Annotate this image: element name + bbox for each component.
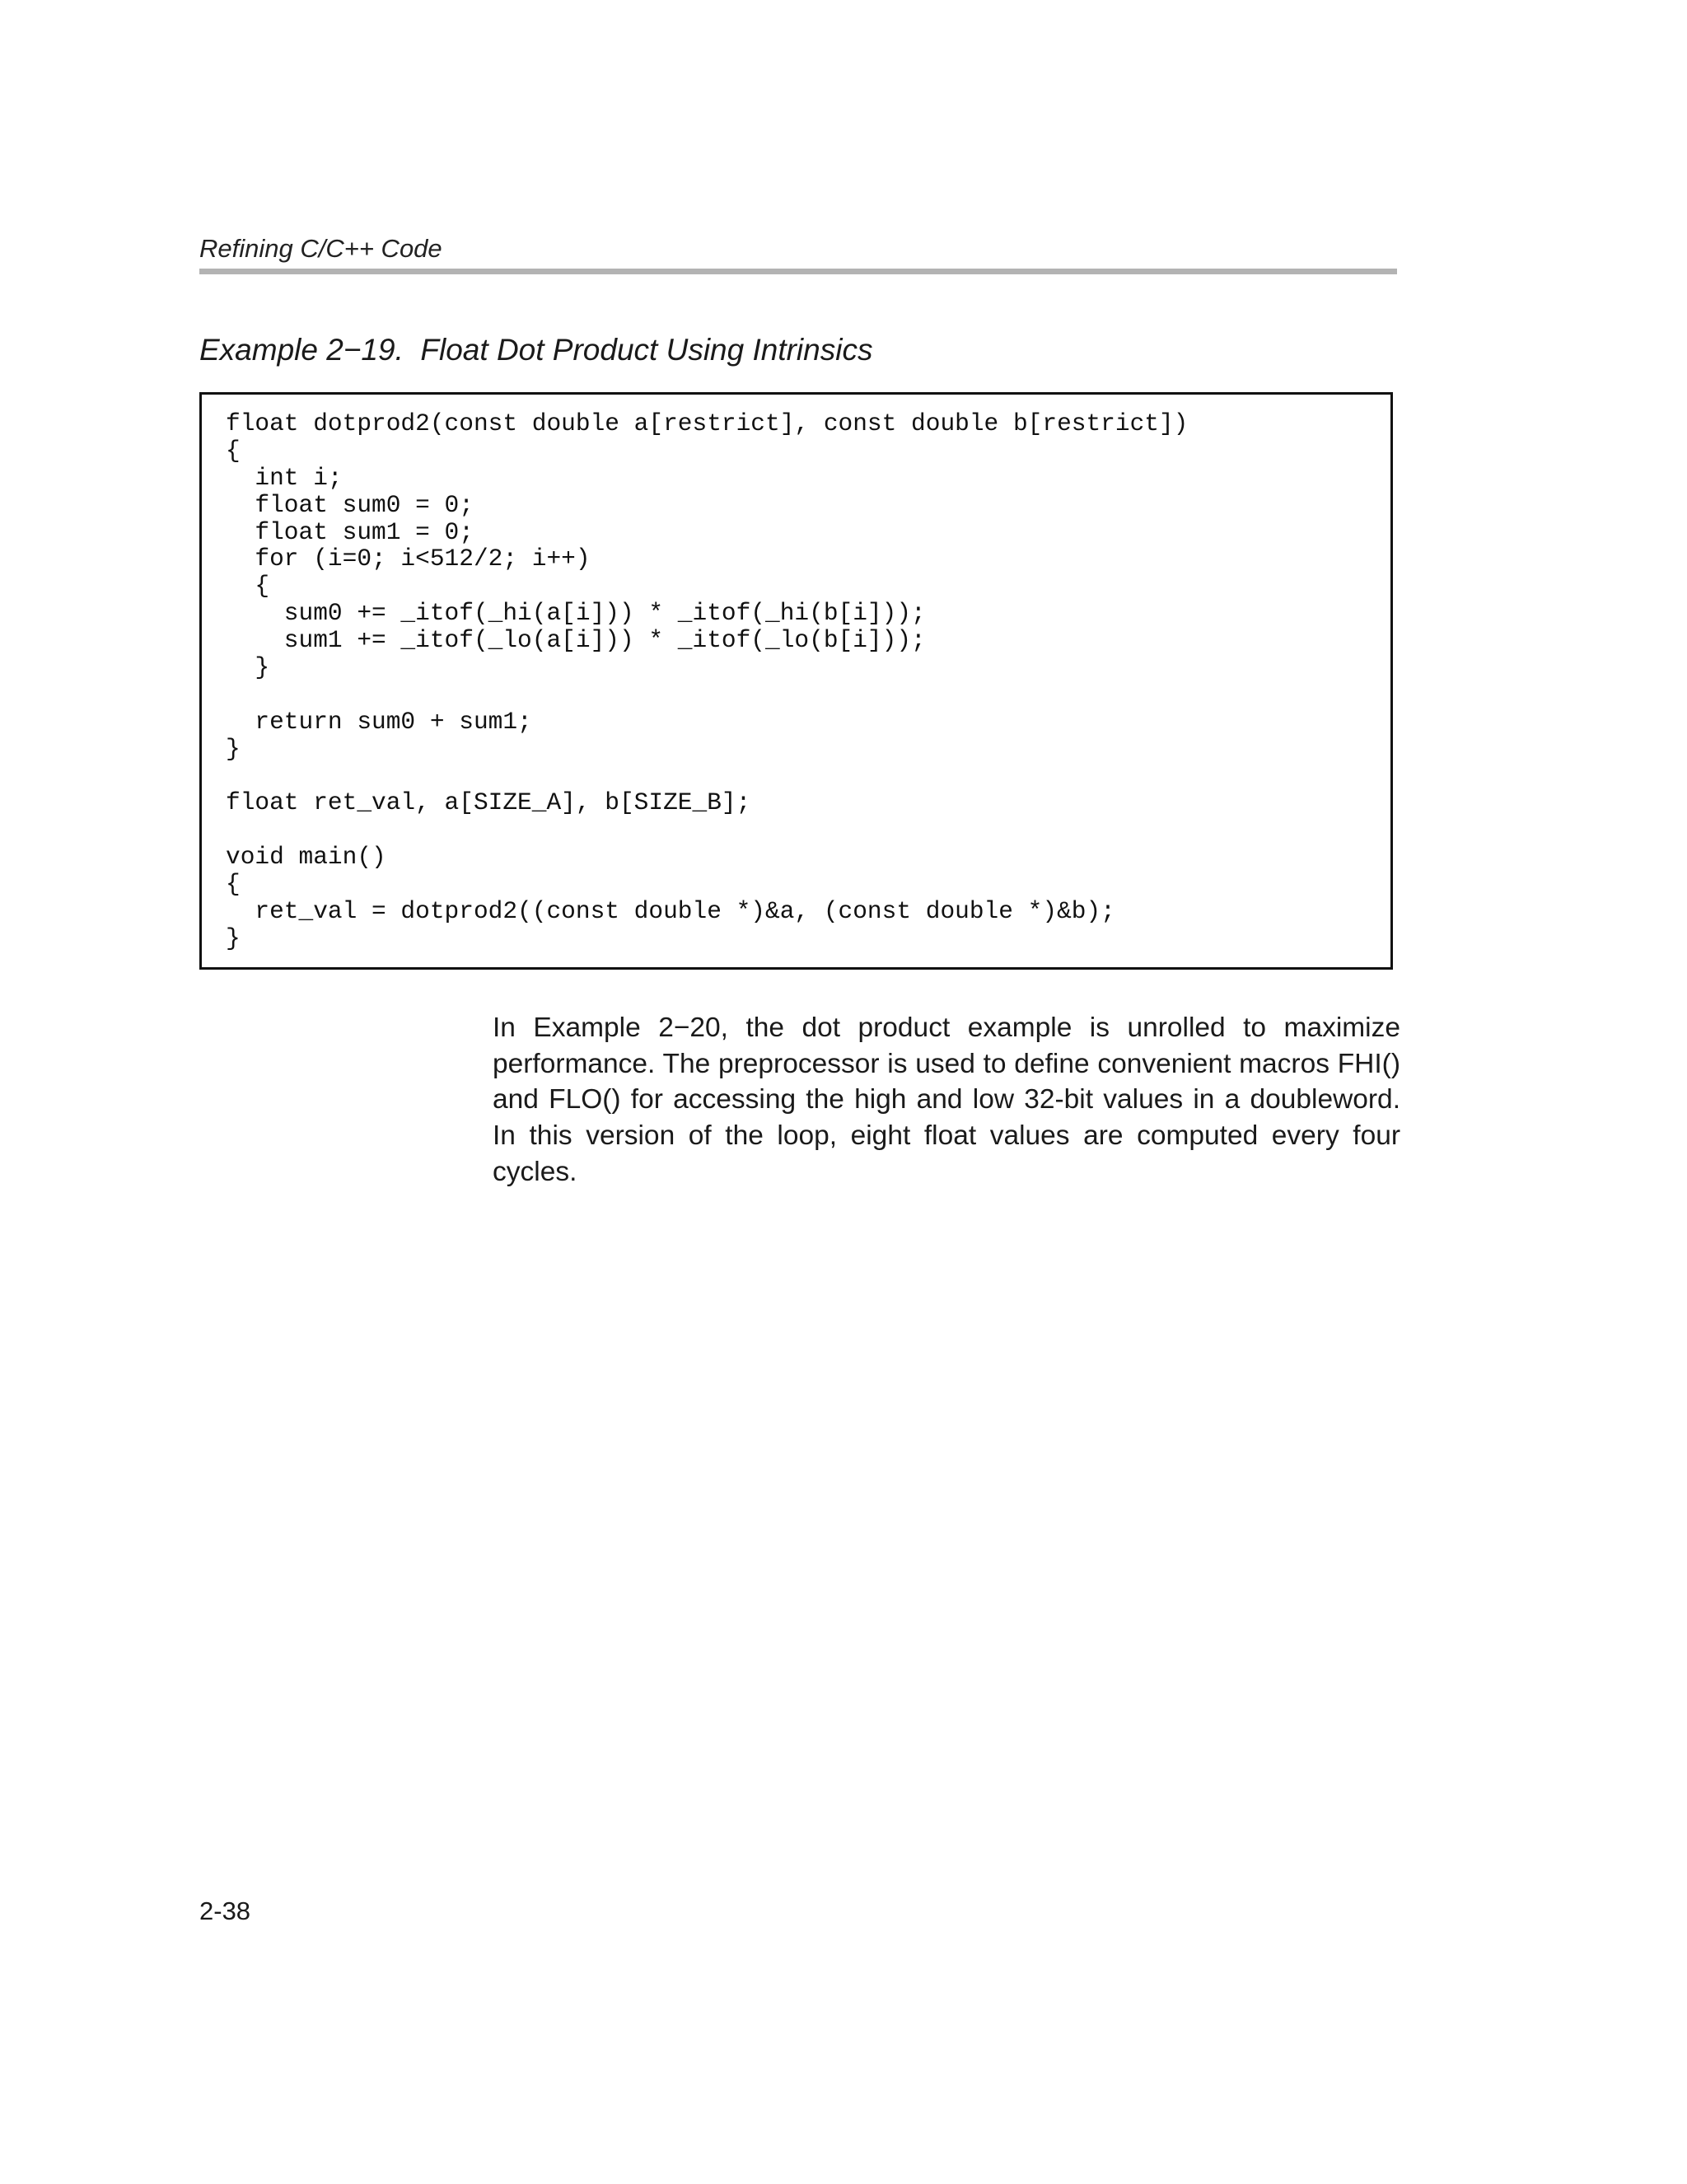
code-line: sum1 += _itof(_lo(a[i])) * _itof(_lo(b[i])); xyxy=(226,626,926,655)
running-header: Refining C/C++ Code xyxy=(199,234,442,263)
code-line: { xyxy=(226,436,241,465)
code-listing-box xyxy=(199,392,1393,970)
code-line xyxy=(226,763,1188,790)
code-line: int i; xyxy=(226,463,343,492)
code-line: sum0 += _itof(_hi(a[i])) * _itof(_hi(b[i])); xyxy=(226,599,926,628)
code-line: float sum0 = 0; xyxy=(226,490,474,519)
example-title: Example 2−19. Float Dot Product Using Intrinsics xyxy=(199,333,873,367)
code-line: for (i=0; i<512/2; i++) xyxy=(226,545,591,573)
code-line: float sum1 = 0; xyxy=(226,517,474,546)
code-line: } xyxy=(226,653,270,682)
body-paragraph: In Example 2−20, the dot product example is unrolled to maximize performance. The preprocessor is used to define convenient macros FHI() and FLO() for accessing the high and low 32-bit values in a doubleword. In this version of the loop, eight float values are computed every four cycles. xyxy=(493,1012,1400,1187)
header-rule xyxy=(199,269,1397,274)
code-line: } xyxy=(226,734,241,763)
code-line: float ret_val, a[SIZE_A], b[SIZE_B]; xyxy=(226,788,751,817)
code-line: ret_val = dotprod2((const double *)&a, (const double *)&b); xyxy=(226,897,1115,926)
code-line: { xyxy=(226,870,241,899)
code-line: } xyxy=(226,924,241,952)
code-line xyxy=(226,816,1188,844)
code-line: float dotprod2(const double a[restrict], const double b[restrict]) xyxy=(226,409,1189,437)
code-line: return sum0 + sum1; xyxy=(226,707,532,736)
page-number: 2-38 xyxy=(199,1896,251,1925)
code-line xyxy=(226,681,1188,709)
code-line: void main() xyxy=(226,843,386,872)
code-listing xyxy=(226,410,1188,952)
code-line: { xyxy=(226,572,270,601)
